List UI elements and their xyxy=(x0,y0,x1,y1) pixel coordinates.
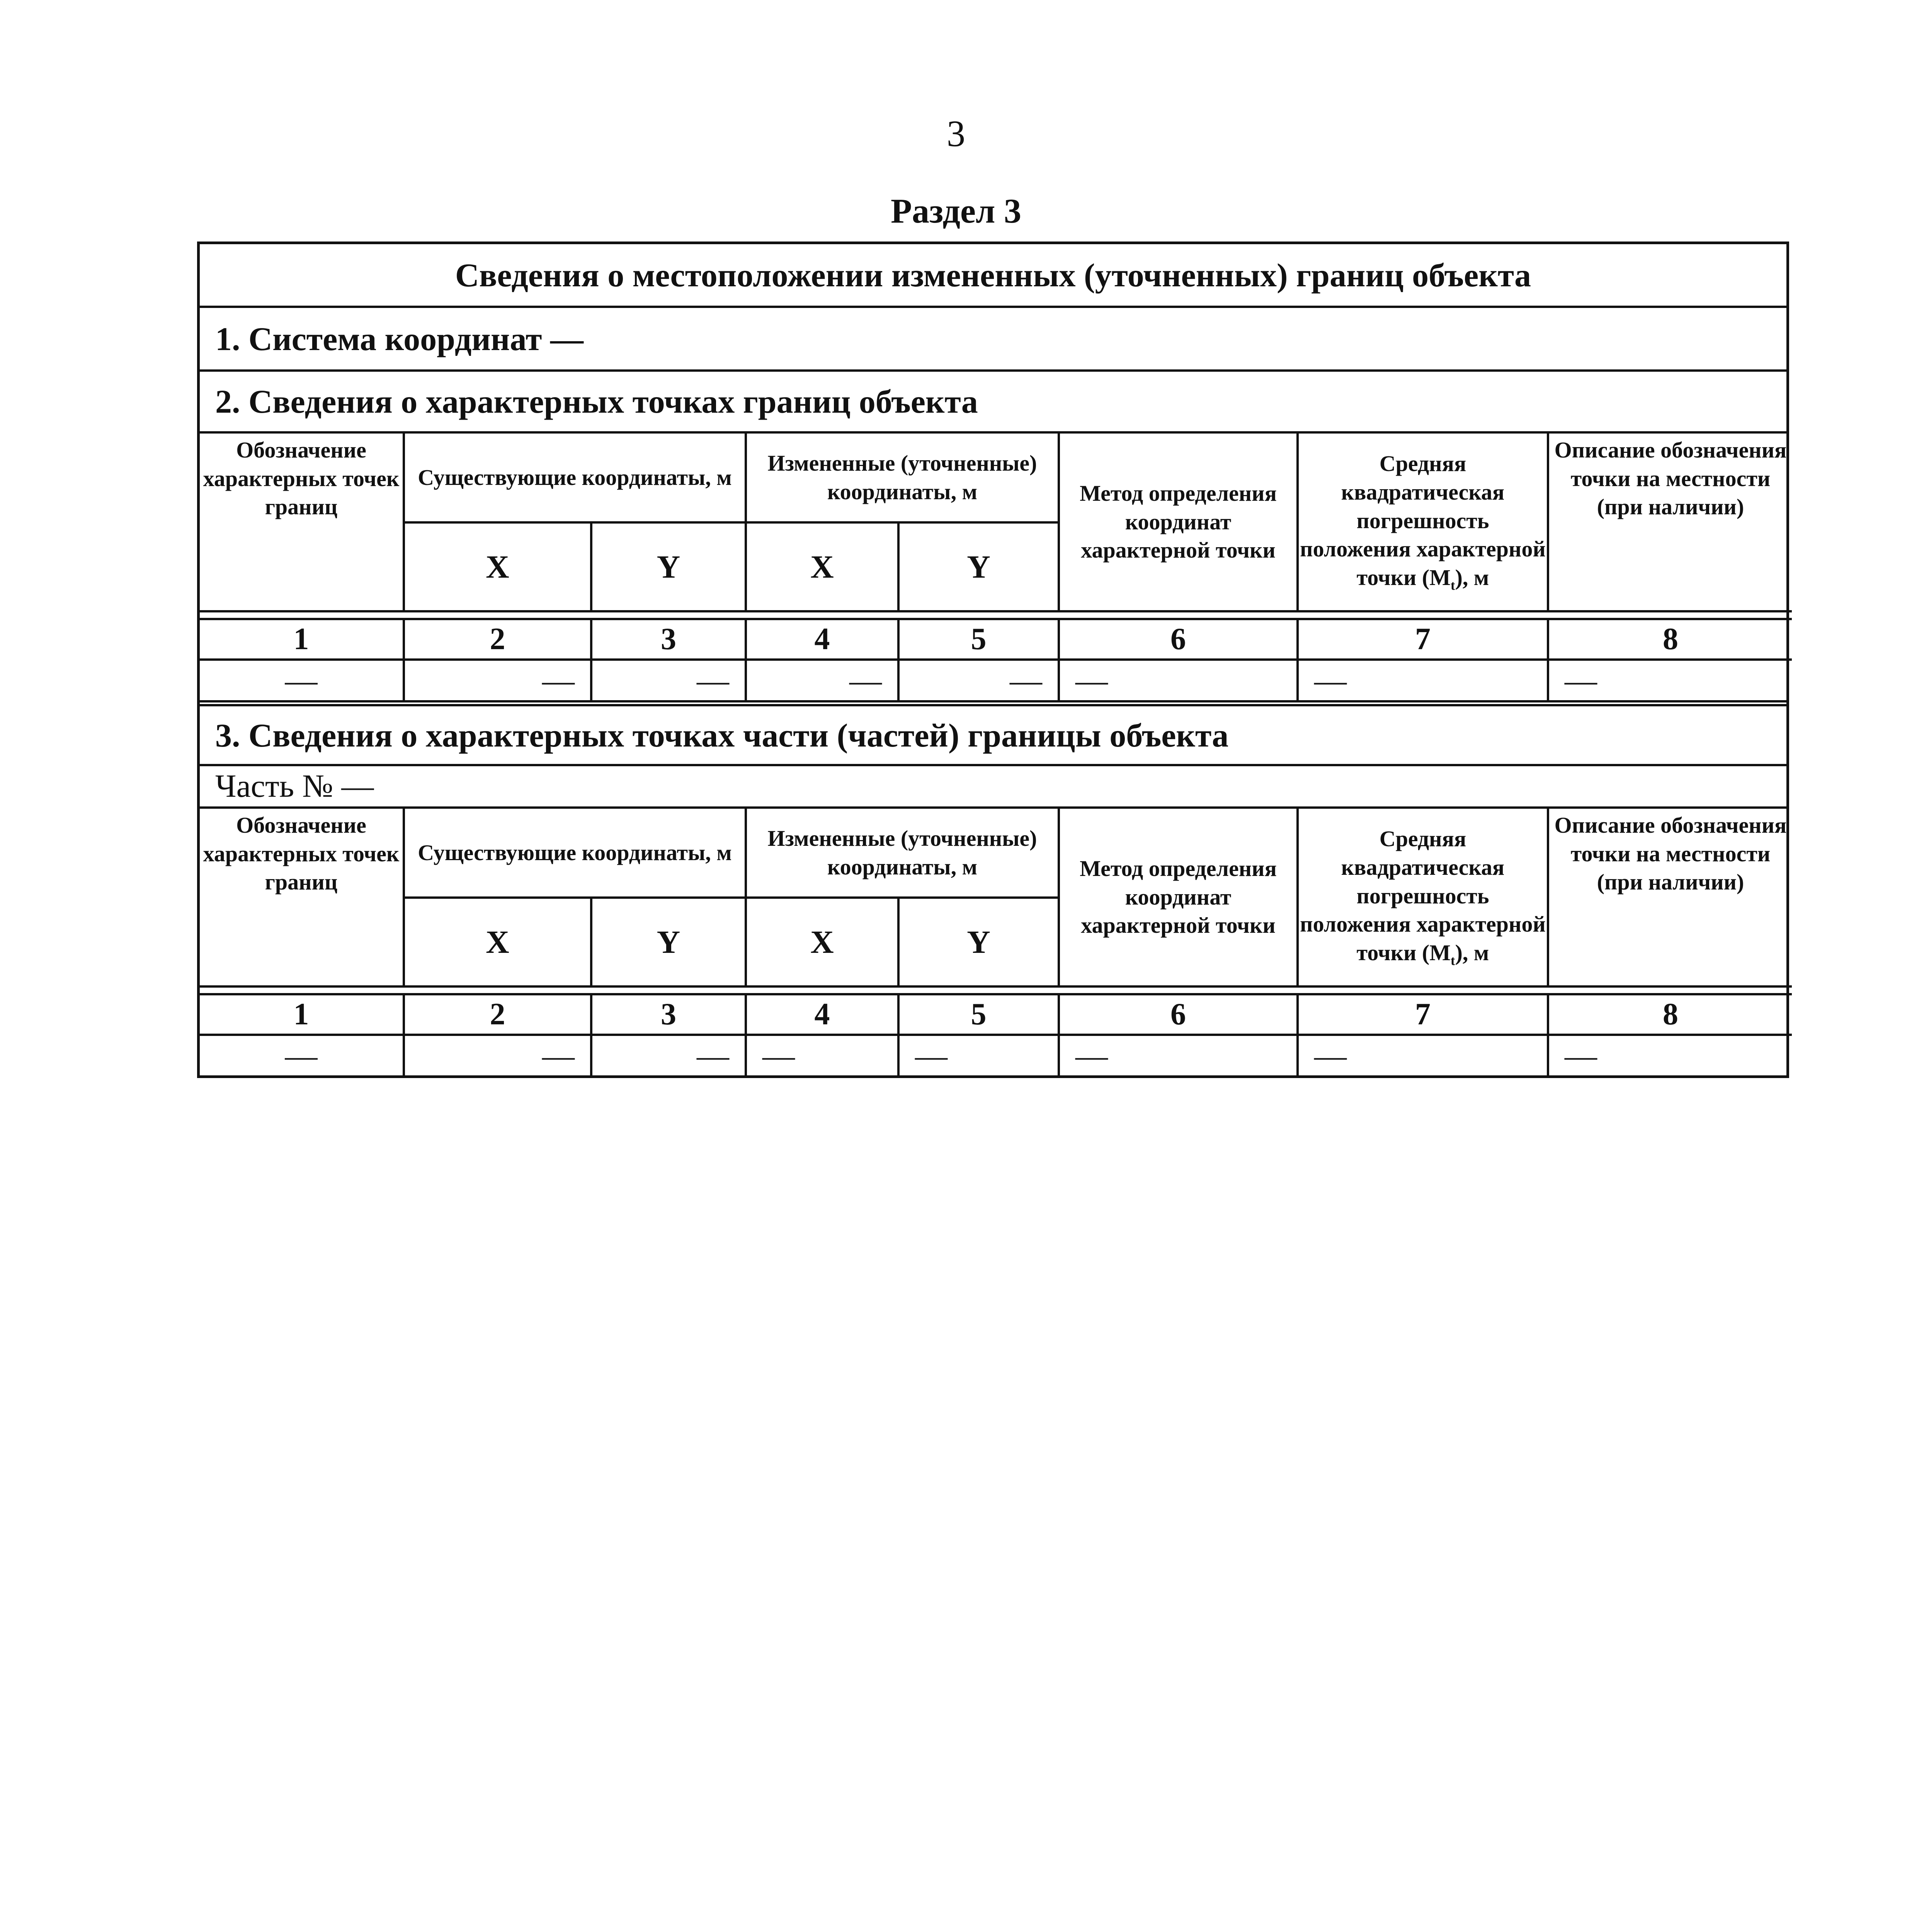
column-number: 5 xyxy=(898,619,1059,660)
table-cell: — xyxy=(404,660,591,700)
table-cell: — xyxy=(1298,1035,1548,1075)
col-changed-x: X xyxy=(746,898,898,986)
boundary-form xyxy=(197,242,1789,1078)
col-changed-x: X xyxy=(746,522,898,611)
block3-table xyxy=(200,809,1792,1075)
column-number: 3 xyxy=(591,994,746,1035)
column-number: 2 xyxy=(404,994,591,1035)
column-number: 5 xyxy=(898,994,1059,1035)
part-label: Часть № — xyxy=(200,766,1786,809)
col-method: Метод определения координат характерной точки xyxy=(1059,434,1298,611)
col-changed-y: Y xyxy=(898,522,1059,611)
table-cell: — xyxy=(591,660,746,700)
col-changed-coords: Измененные (уточненные) координаты, м xyxy=(746,434,1059,522)
column-number: 7 xyxy=(1298,994,1548,1035)
col-method: Метод определения координат характерной точки xyxy=(1059,809,1298,986)
section-title: Раздел 3 xyxy=(891,192,1021,230)
block2-heading: 2. Сведения о характерных точках границ объекта xyxy=(200,372,1786,434)
table-cell: — xyxy=(746,660,898,700)
column-number: 4 xyxy=(746,619,898,660)
table-cell: — xyxy=(1059,660,1298,700)
table-cell: — xyxy=(898,660,1059,700)
table-cell: — xyxy=(200,660,404,700)
col-changed-y: Y xyxy=(898,898,1059,986)
table-cell: — xyxy=(591,1035,746,1075)
table-cell: — xyxy=(200,1035,404,1075)
block-separator xyxy=(200,700,1786,706)
col-existing-coords: Существующие координаты, м xyxy=(404,809,746,898)
col-error: Средняя квадратическая погрешность положения характерной точки $(M_t)$, м xyxy=(1298,809,1548,986)
col-existing-y: Y xyxy=(591,898,746,986)
table-cell: — xyxy=(404,1035,591,1075)
block3-heading: 3. Сведения о характерных точках части (частей) границы объекта xyxy=(200,706,1786,766)
table-cell: — xyxy=(1298,660,1548,700)
table-cell: — xyxy=(1548,1035,1792,1075)
table-cell: — xyxy=(746,1035,898,1075)
col-existing-x: X xyxy=(404,898,591,986)
col-existing-y: Y xyxy=(591,522,746,611)
col-existing-coords: Существующие координаты, м xyxy=(404,434,746,522)
column-number: 6 xyxy=(1059,994,1298,1035)
col-existing-x: X xyxy=(404,522,591,611)
form-title: Сведения о местоположении измененных (уточненных) границ объекта xyxy=(200,244,1786,308)
column-number: 3 xyxy=(591,619,746,660)
col-designation: Обозначение характерных точек границ xyxy=(200,809,404,986)
col-description: Описание обозначения точки на местности (при наличии) xyxy=(1548,809,1792,986)
column-number: 8 xyxy=(1548,619,1792,660)
block2-table xyxy=(200,434,1792,700)
table-cell: — xyxy=(898,1035,1059,1075)
col-error: Средняя квадратическая погрешность положения характерной точки $(M_t)$, м xyxy=(1298,434,1548,611)
column-number: 2 xyxy=(404,619,591,660)
table-cell: — xyxy=(1548,660,1792,700)
coordinate-system: 1. Система координат — xyxy=(200,308,1786,372)
col-description: Описание обозначения точки на местности (при наличии) xyxy=(1548,434,1792,611)
column-number: 7 xyxy=(1298,619,1548,660)
table-cell: — xyxy=(1059,1035,1298,1075)
column-number: 6 xyxy=(1059,619,1298,660)
column-number: 1 xyxy=(200,619,404,660)
col-designation: Обозначение характерных точек границ xyxy=(200,434,404,611)
column-number: 8 xyxy=(1548,994,1792,1035)
column-number: 1 xyxy=(200,994,404,1035)
page-number: 3 xyxy=(947,113,965,154)
col-changed-coords: Измененные (уточненные) координаты, м xyxy=(746,809,1059,898)
column-number: 4 xyxy=(746,994,898,1035)
